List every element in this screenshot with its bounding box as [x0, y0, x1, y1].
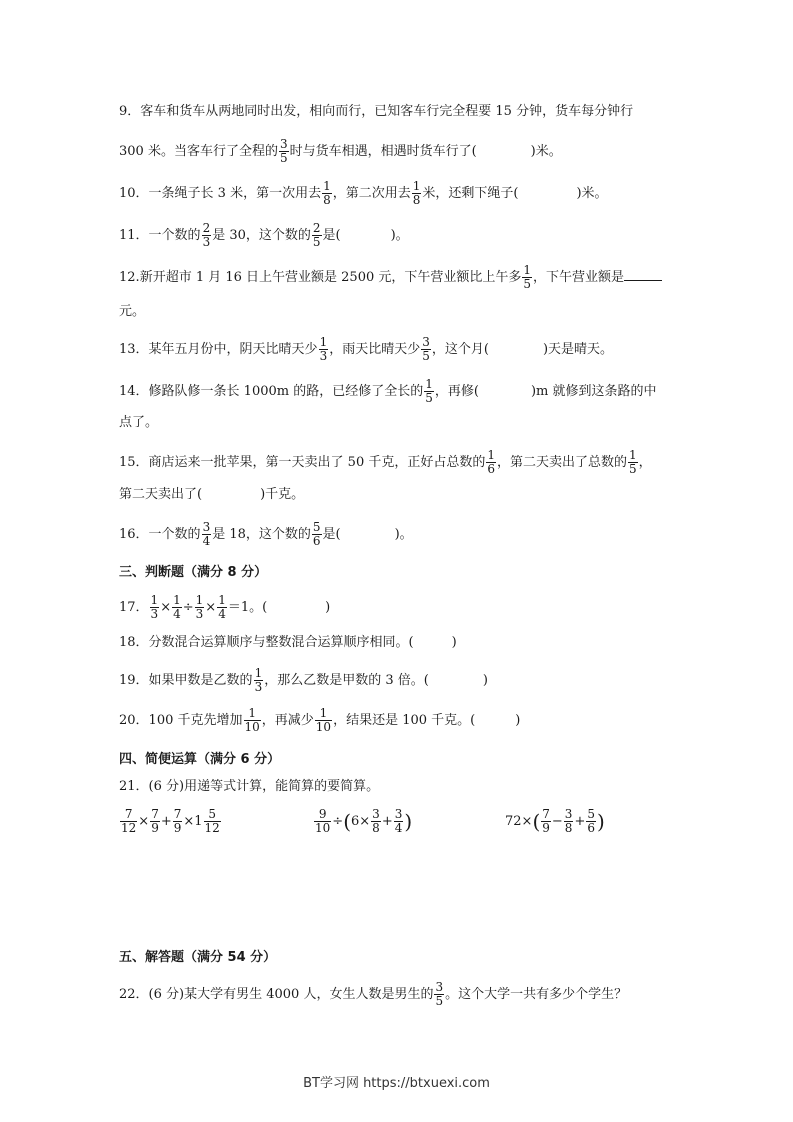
answer-blank[interactable]	[624, 268, 662, 281]
fraction: $\frac{7}{9}$	[542, 807, 550, 835]
question-14-line-2: 点了。	[119, 415, 159, 430]
section-3-heading: 三、判断题（满分 8 分）	[119, 565, 268, 580]
question-12: 12.新开超市 1 月 16 日上午营业额是 2500 元，下午营业额比上午多 $\frac{1}{5}$ ，下午营业额是	[119, 264, 662, 291]
question-11: 11．一个数的 $\frac{2}{3}$ 是 30，这个数的 $\frac{2}{5}$ 是( )。	[119, 221, 409, 249]
fraction: $\frac{5}{6}$	[312, 520, 321, 548]
footer-site-link[interactable]: BT学习网 https://btxuexi.com	[303, 1076, 490, 1091]
fraction: $\frac{3}{4}$	[394, 807, 403, 835]
fraction: $\frac{1}{5}$	[523, 263, 532, 291]
question-12-line-2: 元。	[119, 304, 146, 319]
question-9-line-1: 9．客车和货车从两地同时出发，相向而行，已知客车行完全程要 15 分钟，货车每分钟行	[119, 104, 634, 119]
question-16: 16．一个数的 $\frac{3}{4}$ 是 18，这个数的 $\frac{5}{6}$ 是( )。	[119, 520, 413, 548]
fraction: $\frac{7}{12}$	[121, 807, 137, 835]
fraction: $\frac{1}{10}$	[315, 706, 332, 734]
fraction: $\frac{1}{3}$	[254, 666, 263, 694]
fraction: $\frac{1}{6}$	[487, 448, 495, 476]
section-4-heading: 四、简便运算（满分 6 分）	[119, 752, 281, 767]
fraction: $\frac{3}{5}$	[279, 137, 288, 165]
question-20: 20．100 千克先增加 $\frac{1}{10}$ ，再减少 $\frac{1}{10}$ ，结果还是 100 千克。( )	[119, 706, 521, 734]
question-14: 14．修路队修一条长 1000m 的路，已经修了全长的 $\frac{1}{5}$ ，再修( )m 就修到这条路的中	[119, 377, 657, 405]
question-17: 17． $\frac{1}{3}$ × $\frac{1}{4}$ ÷ $\frac{1}{3}$ × $\frac{1}{4}$ ＝1。( )	[119, 593, 331, 621]
fraction: $\frac{3}{8}$	[372, 807, 380, 835]
fraction: $\frac{2}{3}$	[202, 221, 211, 249]
question-15: 15．商店运来一批苹果，第一天卖出了 50 千克，正好占总数的 $\frac{1}{6}$ ，第二天卖出了总数的 $\frac{1}{5}$ ，	[119, 448, 652, 476]
expression-2: $\frac{9}{10}$ ÷(6× $\frac{3}{8}$ + $\frac{3}{4}$ )	[315, 807, 413, 835]
fraction: $\frac{1}{3}$	[150, 593, 159, 621]
fraction: $\frac{3}{4}$	[202, 520, 211, 548]
fraction: $\frac{1}{4}$	[173, 593, 181, 621]
question-13: 13．某年五月份中，阴天比晴天少 $\frac{1}{3}$ ，雨天比晴天少 $\frac{3}{5}$ ，这个月( )天是晴天。	[119, 335, 614, 363]
question-15-line-2: 第二天卖出了( )千克。	[119, 487, 305, 502]
question-21: 21．(6 分)用递等式计算，能简算的要简算。	[119, 779, 380, 794]
question-9-line-2: 300 米。当客车行了全程的 $\frac{3}{5}$ 时与货车相遇，相遇时货车行了( )米。	[119, 137, 562, 165]
fraction: $\frac{5}{6}$	[587, 807, 595, 835]
fraction: $\frac{1}{4}$	[218, 593, 226, 621]
fraction: $\frac{3}{5}$	[422, 335, 430, 363]
fraction: $\frac{7}{9}$	[151, 807, 159, 835]
fraction: $\frac{1}{3}$	[195, 593, 204, 621]
section-5-heading: 五、解答题（满分 54 分）	[119, 950, 277, 965]
fraction: $\frac{1}{10}$	[244, 706, 260, 734]
expression-1: $\frac{7}{12}$ × $\frac{7}{9}$ + $\frac{7}{9}$ ×1 $\frac{5}{12}$	[121, 807, 220, 835]
fraction: $\frac{2}{5}$	[312, 221, 321, 249]
question-19: 19．如果甲数是乙数的 $\frac{1}{3}$ ，那么乙数是甲数的 3 倍。( )	[119, 666, 488, 694]
fraction: $\frac{7}{9}$	[173, 807, 182, 835]
question-18: 18．分数混合运算顺序与整数混合运算顺序相同。( )	[119, 635, 457, 650]
fraction: $\frac{5}{12}$	[204, 807, 220, 835]
question-10: 10．一条绳子长 3 米，第一次用去 $\frac{1}{8}$ ，第二次用去 $\frac{1}{8}$ 米，还剩下绳子( )米。	[119, 179, 608, 207]
fraction: $\frac{1}{8}$	[412, 179, 421, 207]
fraction: $\frac{3}{5}$	[435, 980, 444, 1008]
fraction: $\frac{1}{5}$	[425, 377, 433, 405]
fraction: $\frac{1}{5}$	[629, 448, 637, 476]
expression-3: 72×( $\frac{7}{9}$ − $\frac{3}{8}$ + $\frac{5}{6}$ )	[505, 807, 605, 835]
fraction: $\frac{1}{8}$	[323, 179, 331, 207]
fraction: $\frac{3}{8}$	[564, 807, 573, 835]
fraction: $\frac{9}{10}$	[315, 807, 331, 835]
question-22: 22．(6 分)某大学有男生 4000 人，女生人数是男生的 $\frac{3}{5}$ 。这个大学一共有多少个学生？	[119, 980, 628, 1008]
fraction: $\frac{1}{3}$	[319, 335, 328, 363]
